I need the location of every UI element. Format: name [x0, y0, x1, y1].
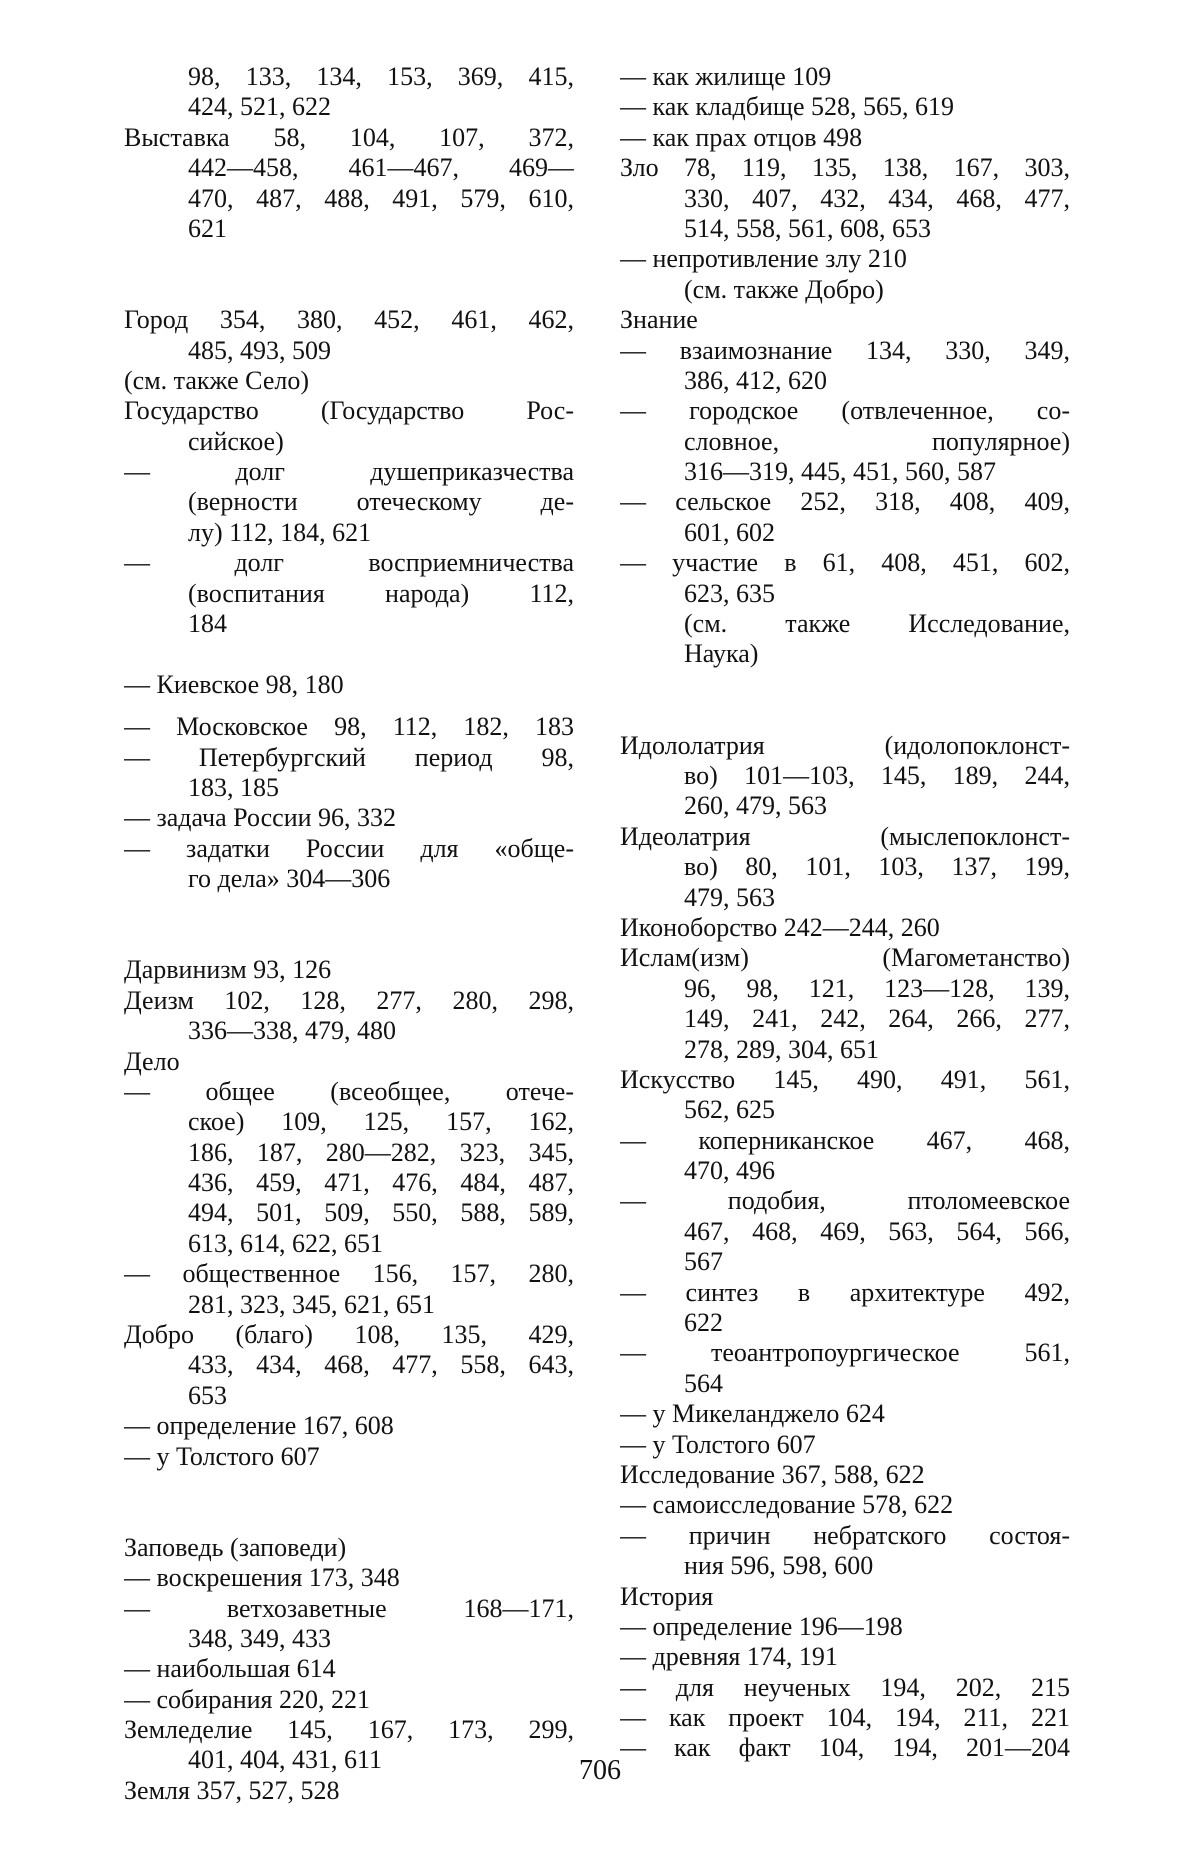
spacer — [124, 244, 574, 274]
index-entry-continuation: 401, 404, 431, 611 — [188, 1745, 383, 1775]
index-entry-continuation: (воспитания народа) 112, — [188, 578, 574, 608]
index-entry: — непротивление злу 210 — [620, 244, 907, 274]
index-entry: — как факт 104, 194, 201—204 — [620, 1733, 1070, 1763]
index-entry-continuation: 281, 323, 345, 621, 651 — [188, 1289, 435, 1319]
index-entry-continuation: (верности отеческому де- — [188, 487, 574, 517]
index-entry: — задача России 96, 332 — [124, 803, 397, 833]
index-entry-continuation: во) 80, 101, 103, 137, 199, — [684, 852, 1070, 882]
index-entry-continuation: 485, 493, 509 — [188, 335, 331, 365]
index-entry-continuation: 183, 185 — [188, 772, 279, 802]
index-entry: — участие в 61, 408, 451, 602, — [620, 548, 1070, 578]
index-entry-continuation: во) 101—103, 145, 189, 244, — [684, 760, 1070, 790]
index-entry-continuation: Наука) — [684, 639, 759, 669]
index-entry: (см. также Село) — [124, 365, 309, 395]
index-entry: — у Микеланджело 624 — [620, 1399, 885, 1429]
index-entry: — Петербургский период 98, — [124, 742, 574, 772]
index-entry: — воскрешения 173, 348 — [124, 1563, 400, 1593]
index-entry: Дело — [124, 1046, 180, 1076]
index-entry-continuation: 494, 501, 509, 550, 588, 589, — [188, 1198, 574, 1228]
index-entry: — собирания 220, 221 — [124, 1684, 371, 1714]
index-entry-continuation: 433, 434, 468, 477, 558, 643, — [188, 1350, 574, 1380]
index-entry: Дарвинизм 93, 126 — [124, 955, 332, 985]
spacer — [124, 275, 574, 305]
index-entry: — сельское 252, 318, 408, 409, — [620, 487, 1070, 517]
index-entry: — для неученых 194, 202, 215 — [620, 1672, 1070, 1702]
index-entry-continuation: 623, 635 — [684, 578, 775, 608]
index-entry: — ветхозаветные 168—171, — [124, 1593, 574, 1623]
index-entry: Добро (благо) 108, 135, 429, — [124, 1320, 574, 1350]
index-entry-continuation: 479, 563 — [684, 882, 775, 912]
index-entry-continuation: го дела» 304—306 — [188, 864, 391, 894]
index-entry: — наибольшая 614 — [124, 1654, 336, 1684]
index-entry: Ислам(изм) (Магометанство) — [620, 943, 1070, 973]
index-entry-continuation: 653 — [188, 1380, 227, 1410]
index-entry-continuation: 562, 625 — [684, 1095, 775, 1125]
index-entry: История — [620, 1581, 714, 1611]
index-entry-continuation: лу) 112, 184, 621 — [188, 517, 372, 547]
index-entry-continuation: (см. также Исследование, — [684, 609, 1070, 639]
index-entry: — подобия, птоломеевское — [620, 1186, 1070, 1216]
index-entry: Зло 78, 119, 135, 138, 167, 303, — [620, 153, 1070, 183]
index-entry-continuation: 470, 487, 488, 491, 579, 610, — [188, 183, 574, 213]
index-entry: Заповедь (заповеди) — [124, 1532, 347, 1562]
index-entry-continuation: 622 — [684, 1308, 723, 1338]
index-entry-continuation: 514, 558, 561, 608, 653 — [684, 213, 931, 243]
index-entry: — взаимознание 134, 330, 349, — [620, 335, 1070, 365]
index-entry-continuation: 470, 496 — [684, 1156, 775, 1186]
index-entry-continuation: 96, 98, 121, 123—128, 139, — [684, 973, 1070, 1003]
index-entry-continuation: 567 — [684, 1247, 723, 1277]
index-entry: Земледелие 145, 167, 173, 299, — [124, 1715, 574, 1745]
spacer — [124, 925, 574, 955]
index-entry: Иконоборство 242—244, 260 — [620, 912, 940, 942]
index-entry-continuation: 613, 614, 622, 651 — [188, 1228, 383, 1258]
index-entry: — Московское 98, 112, 182, 183 — [124, 712, 574, 742]
index-entry: — у Толстого 607 — [124, 1441, 320, 1471]
index-entry-continuation: 260, 479, 563 — [684, 791, 827, 821]
index-entry-continuation: 601, 602 — [684, 517, 775, 547]
spacer — [124, 700, 574, 712]
index-entry: — долг душеприказчества — [124, 457, 574, 487]
index-entry-continuation: (см. также Добро) — [684, 274, 884, 304]
index-entry-continuation: 184 — [188, 609, 227, 639]
index-entry: — определение 167, 608 — [124, 1411, 394, 1441]
index-entry: — как прах отцов 498 — [620, 122, 863, 152]
index-entry: — как проект 104, 194, 211, 221 — [620, 1703, 1070, 1733]
index-entry: Идеолатрия (мыслепоклонст- — [620, 821, 1070, 851]
index-entry-continuation: сийское) — [188, 426, 284, 456]
index-entry: — задатки России для «обще- — [124, 833, 574, 863]
index-entry: Знание — [620, 305, 698, 335]
index-entry-continuation: 386, 412, 620 — [684, 365, 827, 395]
index-entry: — как жилище 109 — [620, 62, 832, 91]
index-entry-continuation: 149, 241, 242, 264, 266, 277, — [684, 1004, 1070, 1034]
page-number: 706 — [579, 1755, 621, 1786]
index-entry-continuation: 186, 187, 280—282, 323, 345, — [188, 1137, 574, 1167]
index-entry-continuation: ское) 109, 125, 157, 162, — [188, 1107, 574, 1137]
index-entry-continuation: 442—458, 461—467, 469— — [188, 153, 574, 183]
spacer — [620, 700, 1070, 730]
index-entry: Деизм 102, 128, 277, 280, 298, — [124, 985, 574, 1015]
index-entry-continuation: 330, 407, 432, 434, 468, 477, — [684, 183, 1070, 213]
index-entry: Искусство 145, 490, 491, 561, — [620, 1064, 1070, 1094]
index-entry: — теоантропоургическое 561, — [620, 1338, 1070, 1368]
index-entry-continuation: 436, 459, 471, 476, 484, 487, — [188, 1168, 574, 1198]
index-entry-continuation: 348, 349, 433 — [188, 1623, 331, 1653]
index-entry-continuation: 424, 521, 622 — [188, 92, 331, 122]
index-entry: — общее (всеобщее, отече- — [124, 1076, 574, 1106]
index-entry: — определение 196—198 — [620, 1611, 903, 1641]
index-entry: — синтез в архитектуре 492, — [620, 1277, 1070, 1307]
index-entry: Город 354, 380, 452, 461, 462, — [124, 305, 574, 335]
index-entry-continuation: ния 596, 598, 600 — [684, 1551, 874, 1581]
spacer — [124, 1502, 574, 1532]
index-entry: Государство (Государство Рос- — [124, 396, 574, 426]
index-entry: — древняя 174, 191 — [620, 1642, 838, 1672]
index-entry: Исследование 367, 588, 622 — [620, 1459, 925, 1489]
index-entry: — коперниканское 467, 468, — [620, 1125, 1070, 1155]
index-entry-continuation: 98, 133, 134, 153, 369, 415, — [188, 62, 574, 91]
index-entry: — Киевское 98, 180 — [124, 669, 344, 699]
index-entry-continuation: 336—338, 479, 480 — [188, 1016, 396, 1046]
index-entry: — причин небратского состоя- — [620, 1520, 1070, 1550]
index-entry-continuation: 564 — [684, 1368, 723, 1398]
index-entry: — у Толстого 607 — [620, 1429, 816, 1459]
index-entry-continuation: 621 — [188, 213, 227, 243]
spacer — [124, 895, 574, 925]
index-entry: Земля 357, 527, 528 — [124, 1775, 340, 1805]
spacer — [124, 639, 574, 669]
index-column-left — [124, 62, 574, 1806]
index-entry-continuation: 316—319, 445, 451, 560, 587 — [684, 457, 996, 487]
index-entry: Выставка 58, 104, 107, 372, — [124, 122, 574, 152]
spacer — [620, 670, 1070, 700]
index-entry: — долг восприемничества — [124, 548, 574, 578]
index-entry-continuation: 278, 289, 304, 651 — [684, 1034, 879, 1064]
index-entry: — городское (отвлеченное, со- — [620, 396, 1070, 426]
index-entry: — как кладбище 528, 565, 619 — [620, 92, 954, 122]
index-entry-continuation: 467, 468, 469, 563, 564, 566, — [684, 1216, 1070, 1246]
index-entry: — общественное 156, 157, 280, — [124, 1259, 574, 1289]
spacer — [124, 1472, 574, 1502]
index-entry: Идололатрия (идолопоклонст- — [620, 730, 1070, 760]
index-column-right — [620, 62, 1070, 1764]
index-entry-continuation: словное, популярное) — [684, 426, 1070, 456]
index-entry: — самоисследование 578, 622 — [620, 1490, 954, 1520]
